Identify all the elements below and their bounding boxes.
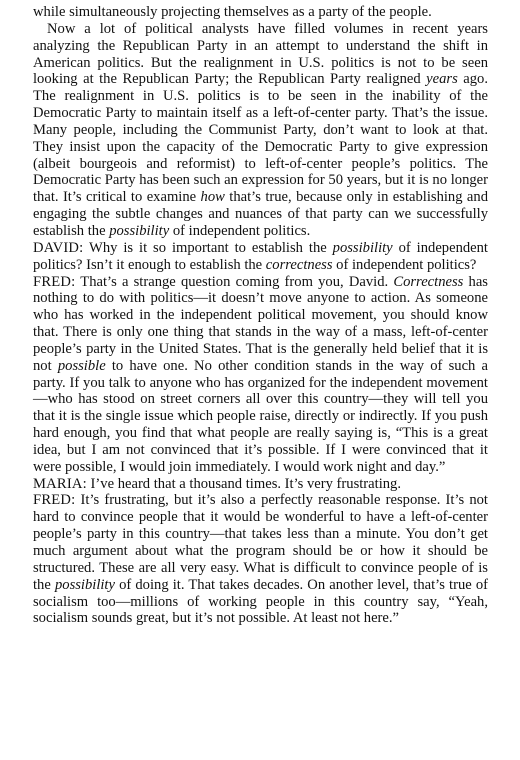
speaker-label: DAVID: <box>33 239 84 256</box>
emphasis-text: possibility <box>332 239 393 256</box>
text-run: of independent politics? Isn’t it enough to establish the <box>33 239 488 273</box>
text-run: ago. The realignment in U.S. politics is to be seen in the inability of the Democratic Party to maintain itself as a left-of-center party. That’s the issue. Many people, including the Communist Party, don’t want to look at that. They insist upon the capacity of the Democratic Party to give expression (albeit bourgeois and reformist) to left-of-center people’s politics. The Democratic Party has been such an expression for 50 years, but it is no longer that. It’s critical to examine <box>33 71 488 206</box>
emphasis-text: possibility <box>109 222 170 239</box>
text-run: that’s true, because only in establishing and engaging the subtle changes and nuances of that party can we successfully establish the <box>33 189 488 239</box>
emphasis-text: years <box>426 71 458 88</box>
text-run: Now a lot of political analysts have filled volumes in recent years analyzing the Republican Party in an attempt to understand the shift in American politics. But the realignment in U.S. politics is not to be seen looking at the Republican Party; the Republican Party realigned <box>33 20 488 88</box>
text-run: of doing it. That takes decades. On another level, that’s true of socialism too—millions of working people in this country say, “Yeah, socialism sounds great, but it’s not possible. At least not here.” <box>33 576 488 627</box>
text-run: Why is it so important to establish the <box>83 239 333 256</box>
text-run: I’ve heard that a thousand times. It’s very frustrating. <box>86 475 401 492</box>
emphasis-text: Correctness <box>393 273 464 290</box>
body-paragraph <box>33 21 488 240</box>
text-run: to have one. No other condition stands in the way of such a party. If you talk to anyone who has organized for the independent movement—who has stood on street corners all over this country—they will tell you that it is the single issue which people raise, directly or indirectly. If you push hard enough, you find that what people are really saying is, “This is a great idea, but I am not convinced that it’s possible. If I were convinced that it were possible, I would join immediately. I would work night and day.” <box>33 357 489 475</box>
speaker-label: MARIA: <box>33 475 87 492</box>
body-paragraph <box>33 4 488 21</box>
dialogue-paragraph <box>33 274 488 476</box>
dialogue-paragraph <box>33 240 488 274</box>
speaker-label: FRED: <box>33 273 76 290</box>
emphasis-text: how <box>200 189 225 206</box>
speaker-label: FRED: <box>33 492 76 509</box>
text-run: That’s a strange question coming from you, David. <box>75 273 394 290</box>
text-run: of independent politics. <box>169 222 311 239</box>
emphasis-text: correctness <box>265 256 333 273</box>
text-run: while simultaneously projecting themselves as a party of the people. <box>33 4 432 20</box>
text-run: has nothing to do with politics—it doesn’t move anyone to action. As someone who has worked in the independent political movement, you should know that. There is only one thing that stands in the way of a mass, left-of-center people’s party in the United States. That is the generally held belief that it is not <box>33 273 488 374</box>
emphasis-text: possibility <box>54 576 115 593</box>
dialogue-paragraph <box>33 476 488 493</box>
dialogue-paragraph <box>33 492 488 627</box>
text-run: of independent politics? <box>332 256 477 273</box>
emphasis-text: possible <box>57 357 106 374</box>
text-run: It’s frustrating, but it’s also a perfectly reasonable response. It’s not hard to convince people that it would be wonderful to have a left-of-center people’s party in this country—that takes less than a minute. You don’t get much argument about what the program should be or how it should be structured. These are all very easy. What is difficult to convince people of is the <box>33 492 488 593</box>
document-page <box>33 4 488 627</box>
